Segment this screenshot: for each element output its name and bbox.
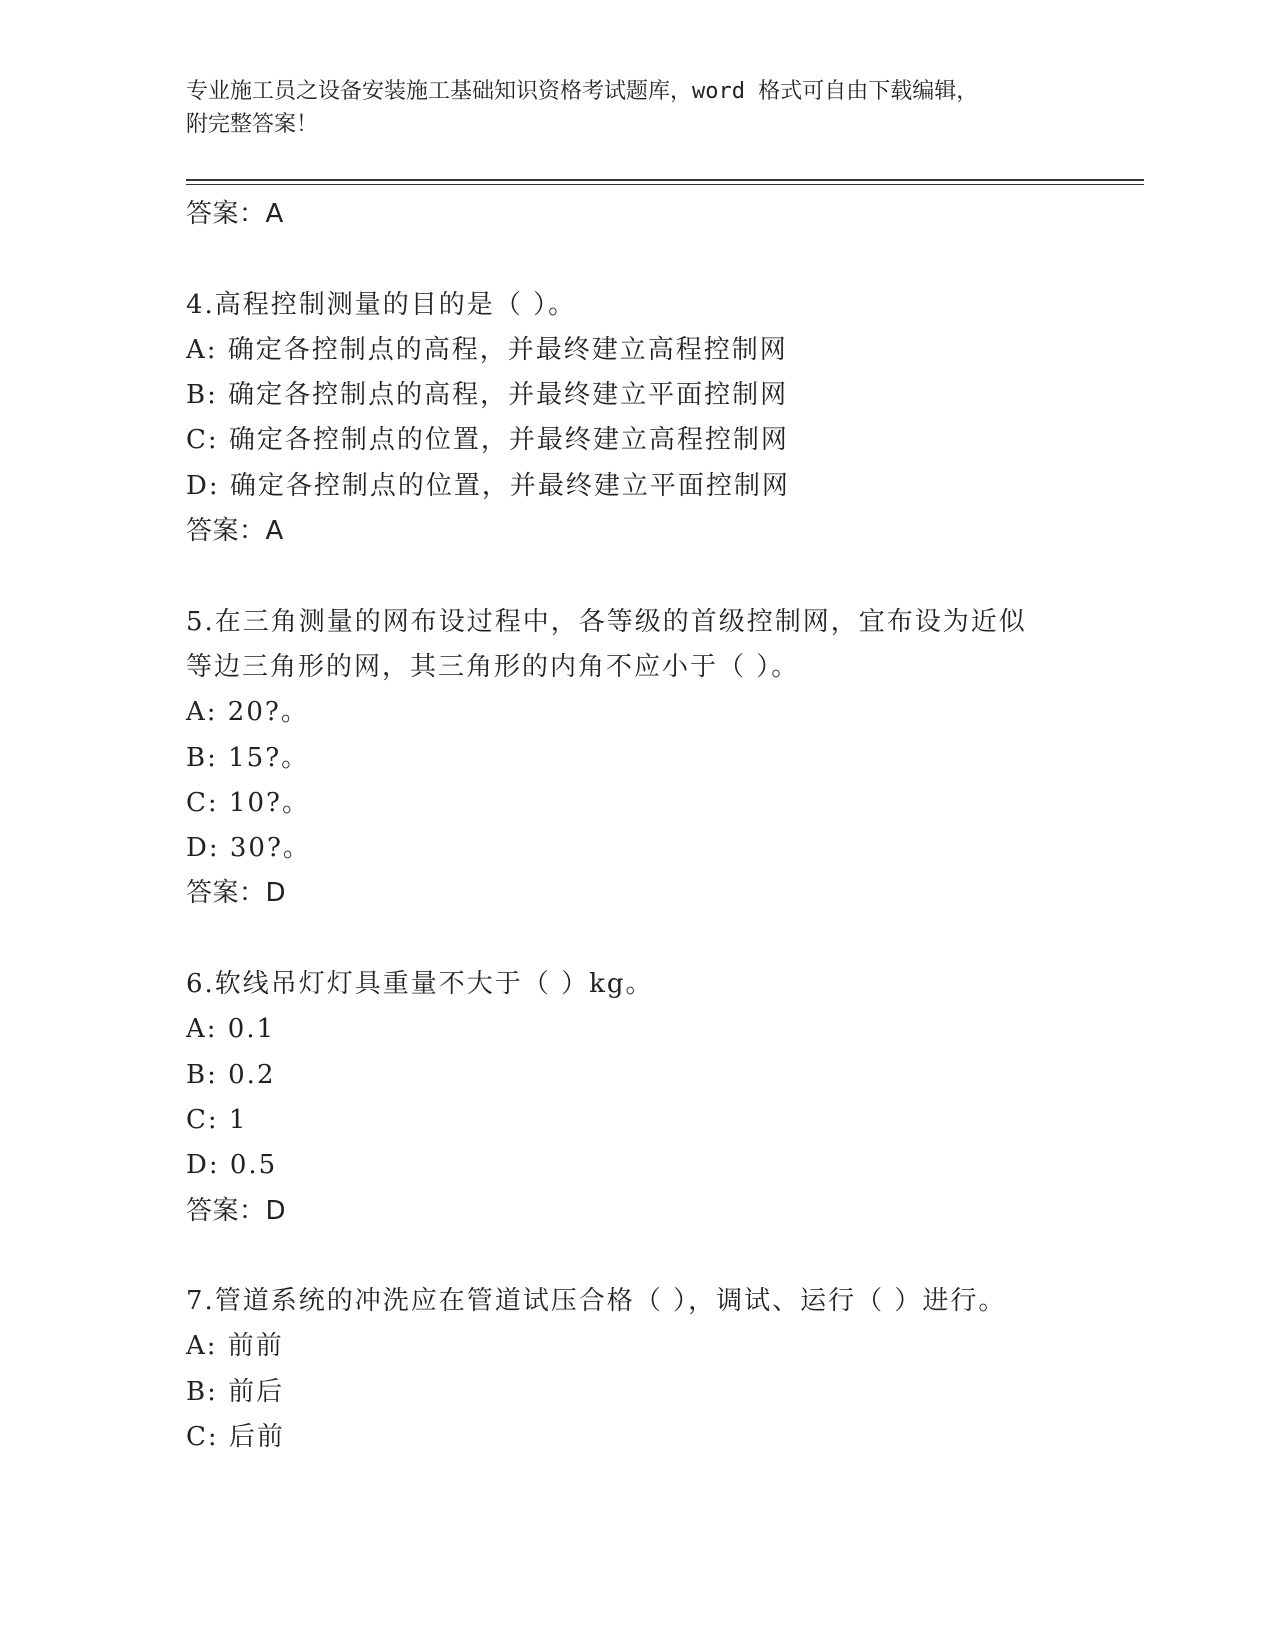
- option-d: D: 确定各控制点的位置，并最终建立平面控制网: [186, 470, 790, 501]
- spacer: [186, 554, 1086, 599]
- option-c: C: 确定各控制点的位置，并最终建立高程控制网: [186, 425, 789, 456]
- question-block-5: [186, 600, 1086, 917]
- question-block-7: [186, 1279, 1086, 1460]
- question-list: [186, 192, 1086, 1460]
- option-b: B: 确定各控制点的高程，并最终建立平面控制网: [186, 380, 789, 411]
- option-a: A: 0.1: [186, 1014, 276, 1045]
- answer-line: 答案：D: [186, 1195, 287, 1226]
- answer-line: 答案：A: [186, 516, 284, 547]
- document-header: [186, 75, 1086, 141]
- question-text: 5.在三角测量的网布设过程中，各等级的首级控制网，宜布设为近似: [186, 606, 1027, 637]
- spacer: [186, 1234, 1086, 1279]
- spacer: [186, 917, 1086, 962]
- option-b: B: 前后: [186, 1376, 285, 1407]
- question-text: 6.软线吊灯灯具重量不大于（ ）kg。: [186, 969, 654, 1000]
- option-d: D: 0.5: [186, 1150, 278, 1181]
- question-text: 7.管道系统的冲洗应在管道试压合格（ ），调试、运行（ ）进行。: [186, 1286, 1007, 1317]
- question-text-continued: 等边三角形的网，其三角形的内角不应小于（ ）。: [186, 651, 800, 682]
- header-divider-thick: [186, 179, 1144, 181]
- header-line-2: 附完整答案！: [186, 112, 319, 137]
- header-divider-thin: [186, 184, 1144, 185]
- question-block-6: [186, 962, 1086, 1234]
- question-text: 4.高程控制测量的目的是（ ）。: [186, 289, 577, 320]
- answer-line: 答案：A: [186, 199, 284, 229]
- option-a: A: 确定各控制点的高程，并最终建立高程控制网: [186, 334, 788, 365]
- option-c: C: 后前: [186, 1422, 285, 1453]
- option-d: D: 30?。: [186, 833, 311, 864]
- header-line-1: 专业施工员之设备安装施工基础知识资格考试题库，word 格式可自由下载编辑，: [186, 79, 979, 104]
- option-c: C: 1: [186, 1104, 248, 1135]
- spacer: [186, 237, 1086, 282]
- option-b: B: 0.2: [186, 1059, 276, 1090]
- answer-line: 答案：D: [186, 878, 287, 909]
- option-c: C: 10?。: [186, 787, 310, 818]
- option-b: B: 15?。: [186, 742, 310, 773]
- option-a: A: 20?。: [186, 697, 309, 728]
- question-block-4: [186, 283, 1086, 555]
- option-a: A: 前前: [186, 1331, 284, 1362]
